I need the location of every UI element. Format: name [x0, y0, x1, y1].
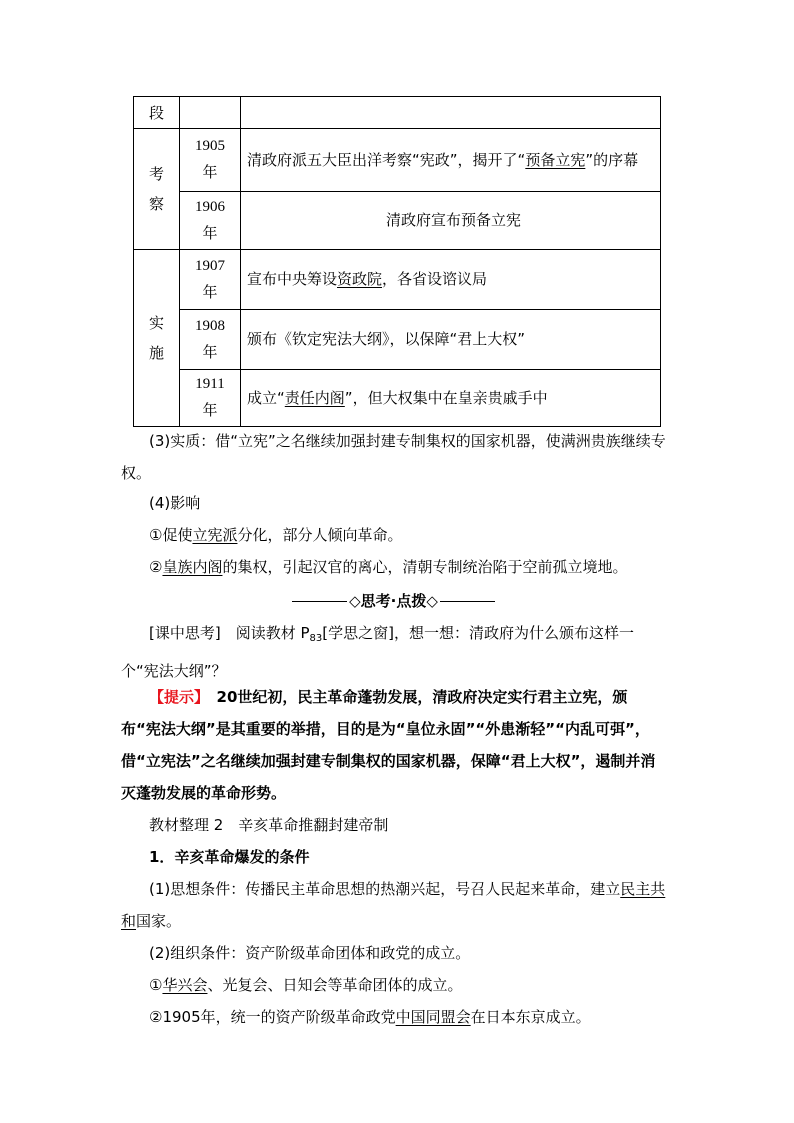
stage-char: 施: [148, 344, 164, 362]
text: ①: [149, 976, 163, 994]
year-unit: 年: [202, 344, 218, 361]
text: 、光复会、日知会等革命团体的成立。: [207, 976, 463, 994]
year-number: 1905: [195, 138, 225, 154]
section-heading: 教材整理 2 辛亥革命推翻封建帝制: [149, 816, 389, 834]
year-cell: [180, 129, 241, 192]
year-cell: [180, 370, 241, 427]
essence-paragraph: (3)实质：借“立宪”之名继续加强封建专制集权的国家机器，使满洲贵族继续专权。: [121, 432, 666, 482]
hint-paragraph: [121, 681, 666, 809]
empty-year-cell: [180, 97, 241, 129]
text: [课中思考] 阅读教材 P: [149, 624, 310, 642]
event-text: ”的序幕: [585, 150, 639, 169]
year-unit: 年: [202, 165, 218, 181]
year-number: 1908: [195, 317, 225, 334]
event-text: 宣布中央筹设: [247, 270, 338, 288]
event-text: ，各省设谘议局: [382, 270, 488, 288]
section-divider: [121, 585, 666, 617]
divider-rule: [440, 601, 495, 602]
year-number: 1907: [195, 257, 225, 274]
year-cell: [180, 192, 241, 250]
impact-title: (4)影响: [149, 494, 201, 512]
constitution-timeline-table: [133, 96, 661, 427]
underlined-term: 资政院: [337, 270, 383, 288]
event-text: ”，但大权集中在皇亲贵戚手中: [344, 388, 548, 407]
year-cell: [180, 250, 241, 310]
underlined-term: 责任内阁: [284, 388, 345, 407]
empty-event-cell: [241, 97, 661, 129]
event-cell: [241, 250, 661, 310]
underlined-term: 立宪派: [192, 526, 238, 544]
year-unit: 年: [202, 403, 218, 419]
stage-cell-shishi: [134, 250, 180, 427]
impact-item-1: [121, 519, 666, 551]
year-number: 1911: [195, 376, 225, 392]
event-cell: [241, 370, 661, 427]
year-cell: [180, 310, 241, 370]
stage-cell-kaocha: [134, 129, 180, 250]
organizational-condition: (2)组织条件：资产阶级革命团体和政党的成立。: [149, 944, 471, 962]
underlined-term: 皇族内阁: [162, 558, 223, 576]
org-item-1: [121, 969, 666, 1001]
year-number: 1906: [195, 198, 225, 215]
hint-text: 20世纪初，民主革命蓬勃发展，清政府决定实行君主立宪，颁布“宪法大纲”是其重要的举措，目的是为“皇位永固”“外患渐轻”“内乱可弭”，借“立宪法”之名继续加强封建专制集权的国家机器，保障“君上大权”，遏制并消灭蓬勃发展的革命形势。: [121, 688, 656, 802]
event-cell: 清政府宣布预备立宪: [241, 192, 661, 250]
underlined-term: 华兴会: [162, 976, 208, 994]
event-text: 成立“: [247, 388, 285, 407]
year-unit: 年: [202, 225, 218, 242]
year-unit: 年: [202, 284, 218, 301]
underlined-term: 中国同盟会: [395, 1008, 471, 1026]
text: [学思之窗]，想一想：清政府为什么颁布这样一个“宪法大纲”？: [121, 624, 634, 680]
text: 国家。: [136, 912, 182, 930]
event-cell: [241, 129, 661, 192]
text: 在日本东京成立。: [470, 1008, 591, 1026]
hint-label: 【提示】: [149, 688, 202, 706]
text: 分化，部分人倾向革命。: [237, 526, 403, 544]
event-cell: 颁布《钦定宪法大纲》，以保障“君上大权”: [241, 310, 661, 370]
stage-char: 考: [148, 165, 164, 183]
stage-cell-top: 段: [134, 97, 180, 129]
text: 的集权，引起汉官的离心，清朝专制统治陷于空前孤立境地。: [222, 558, 628, 576]
page-subscript: 83: [309, 633, 323, 644]
stage-char: 察: [148, 195, 164, 213]
event-text: 清政府派五大臣出洋考察“宪政”，揭开了“: [247, 150, 526, 169]
divider-rule: [292, 601, 347, 602]
text: ②: [149, 558, 163, 576]
org-item-2: [121, 1001, 666, 1033]
stage-char: 实: [148, 314, 164, 332]
text: (1)思想条件：传播民主革命思想的热潮兴起，号召人民起来革命，建立: [149, 880, 621, 898]
underlined-term: 民主共和: [121, 880, 666, 930]
question-paragraph: [121, 617, 666, 687]
ideological-condition: [121, 873, 666, 937]
text: ①促使: [149, 526, 193, 544]
divider-label: ◇思考·点拨◇: [349, 592, 438, 610]
impact-item-2: [121, 551, 666, 583]
text: ②1905年，统一的资产阶级革命政党: [149, 1008, 396, 1026]
underlined-term: 预备立宪: [525, 150, 586, 169]
subheading-conditions: 1．辛亥革命爆发的条件: [149, 848, 310, 866]
